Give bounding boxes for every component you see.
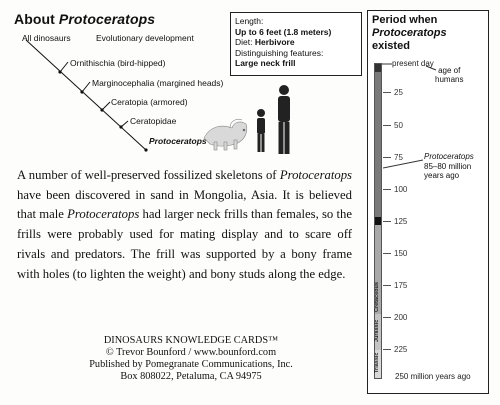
adult-silhouette [278,85,290,154]
clade-label-ornithischia: Ornithischia (bird-hipped) [70,58,166,68]
period-label-cretaceous: Cretaceous [374,282,380,312]
timebar-jurassic-segment [375,314,381,350]
geologic-timebar [374,63,382,379]
cladogram-branch-1 [60,62,68,72]
cladogram-branch-3 [102,102,110,110]
scale-tick-label: 150 [394,249,408,258]
bottom-age-label: 250 million years ago [395,372,471,381]
scale-tick-label: 125 [394,217,408,226]
title-prefix: About [14,11,59,27]
size-comparison-illustration [200,82,300,162]
period-heading-line3: existed [372,40,410,52]
footer-publisher: Published by Pomegranate Communications, Inc. [89,359,293,370]
scale-tick-label: 175 [394,281,408,290]
period-heading-line1: Period when [372,14,438,26]
clade-label-ceratopia: Ceratopia (armored) [111,97,188,107]
cladogram-root-label: All dinosaurs [22,33,71,43]
cladogram-branch-2 [82,82,90,92]
period-label-jurassic: Jurassic [374,319,380,343]
timebar-protoceratops-marker [375,217,381,225]
scale-tick [383,92,391,93]
scale-tick [383,317,391,318]
timebar-humans-segment [375,64,381,72]
scale-tick [383,349,391,350]
cladogram-node [144,148,147,151]
scale-tick-label: 200 [394,313,408,322]
scale-tick-label: 100 [394,185,408,194]
footer-address: Box 808022, Petaluma, CA 94975 [120,371,262,382]
scale-tick [383,253,391,254]
protoceratops-illustration [204,119,247,150]
scale-tick-label: 25 [394,88,403,97]
diet-label: Diet: [235,37,253,47]
age-of-humans-label [435,66,463,84]
scale-tick [383,285,391,286]
protoceratops-pointer [383,158,423,178]
description-paragraph [17,166,352,284]
stats-box [230,12,362,76]
scale-tick [383,125,391,126]
note-age-range: 85–80 million [424,161,472,171]
scale-tick-label: 75 [394,153,403,162]
paragraph-text-3: had larger neck frills than females, so the frills were probably used for mating display and to scare off rivals and predators. The frill was supported by a bony frame with holes (to lighten the weight) and bony studs along the edge. [17,207,352,281]
timebar-tertiary-segment [375,72,381,222]
paragraph-species-1: Protoceratops [279,168,352,182]
timebar-triassic-segment [375,350,381,378]
cladogram-node [58,70,61,73]
scale-tick-label: 50 [394,121,403,130]
note-species: Protoceratops [424,152,474,161]
length-label: Length: [235,16,264,26]
timebar-cretaceous-segment [375,222,381,314]
cladogram-node [100,108,103,111]
clade-label-marginocephalia: Marginocephalia (margined heads) [92,78,224,88]
cladogram-node [80,90,83,93]
footer-copyright: © Trevor Bounford / www.bounford.com [105,347,277,358]
card-footer [60,335,322,383]
features-value: Large neck frill [235,58,296,68]
scale-tick [383,221,391,222]
paragraph-text-2: have been discovered in sand in Mongolia, Asia. It is believed that male [17,187,352,222]
clade-label-protoceratops: Protoceratops [149,136,207,146]
scale-tick [383,189,391,190]
length-value: Up to 6 feet (1.8 meters) [235,26,332,37]
cladogram-main-branch [26,40,146,150]
features-label: Distinguishing features: [235,47,324,58]
child-silhouette [257,109,265,152]
present-day-label: present day [392,59,434,68]
period-heading-species: Protoceratops [372,27,447,39]
protoceratops-age-note [424,152,474,181]
period-label-triassic: Triassic [374,352,380,374]
note-years-ago: years ago [424,171,460,180]
cladogram-axis-label: Evolutionary development [96,33,194,43]
scale-tick-label: 225 [394,345,408,354]
period-heading [372,14,486,53]
diet-value: Herbivore [254,37,295,47]
humans-label-line2: humans [435,75,464,84]
clade-label-ceratopidae: Ceratopidae [130,116,177,126]
cladogram-node [119,125,122,128]
humans-label-line1: age of [438,66,461,75]
card-title [14,11,155,27]
paragraph-species-2: Protoceratops [67,207,140,222]
paragraph-text-1: A number of well-preserved fossilized skeletons of [17,168,280,182]
title-species: Protoceratops [58,11,156,27]
footer-series: DINOSAURS KNOWLEDGE CARDS™ [103,335,279,346]
